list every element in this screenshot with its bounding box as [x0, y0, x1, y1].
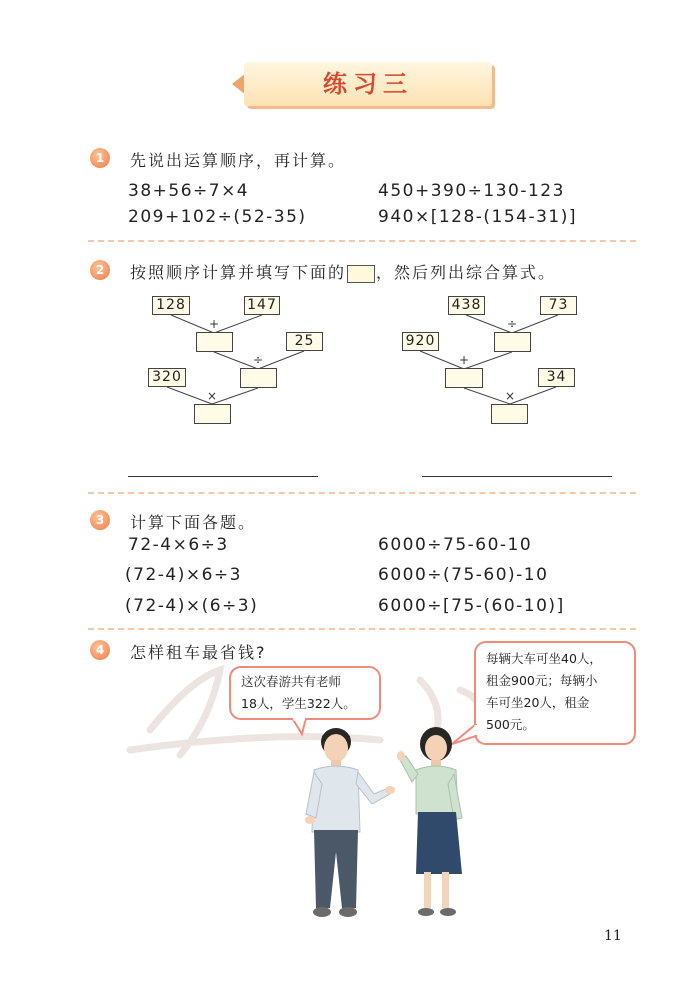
male-teacher-illustration-icon [296, 722, 396, 926]
q1-expression-3: 209+102÷(52-35) [128, 207, 307, 227]
question-3-prompt: 计算下面各题。 [130, 513, 257, 532]
tree1-blank-box[interactable] [196, 332, 233, 352]
bubble-right-line-4: 500元。 [486, 717, 535, 732]
q3-expression-4: 6000÷(75-60)-10 [378, 565, 549, 585]
question-1-badge: 1 [90, 148, 110, 168]
tree2-blank-box[interactable] [494, 332, 531, 352]
tree2-number-34: 34 [538, 368, 575, 387]
tree1-number-320: 320 [148, 368, 186, 387]
female-teacher-illustration-icon [392, 722, 472, 926]
section-divider [88, 628, 636, 630]
tree1-operator-plus: + [208, 317, 220, 331]
question-4-prompt: 怎样租车最省钱? [130, 643, 267, 662]
answer-line-1[interactable] [128, 476, 318, 477]
tree1-operator-divide: ÷ [252, 353, 264, 367]
question-2-prompt-start: 按照顺序计算并填写下面的 [130, 263, 347, 282]
bubble-right-line-3: 车可坐20人，租金 [486, 695, 590, 710]
tree1-number-128: 128 [152, 296, 190, 315]
tree2-operator-divide: ÷ [506, 317, 518, 331]
page-number: 11 [604, 928, 622, 944]
tree1-number-25: 25 [286, 332, 323, 351]
bubble-right-line-1: 每辆大车可坐40人， [486, 651, 602, 666]
speech-bubble-teacher-female [474, 641, 636, 745]
q3-expression-2: 6000÷75-60-10 [378, 535, 533, 555]
question-2-badge: 2 [90, 260, 110, 280]
q1-expression-1: 38+56÷7×4 [128, 181, 250, 201]
tree2-operator-multiply: × [504, 389, 516, 403]
question-4-badge: 4 [90, 640, 110, 660]
tree1-blank-box[interactable] [240, 368, 277, 388]
tree2-number-438: 438 [448, 296, 485, 315]
bubble-left-line-2: 18人，学生322人。 [241, 696, 356, 711]
q1-expression-2: 450+390÷130-123 [378, 181, 565, 201]
question-1-prompt: 先说出运算顺序，再计算。 [130, 151, 347, 170]
q3-expression-5: (72-4)×(6÷3) [125, 596, 259, 616]
q3-expression-6: 6000÷[75-(60-10)] [378, 596, 565, 616]
q3-expression-1: 72-4×6÷3 [128, 535, 229, 555]
tree2-blank-box[interactable] [445, 368, 483, 388]
tree1-result-box[interactable] [194, 404, 231, 424]
tree1-number-147: 147 [244, 296, 280, 315]
tree2-number-920: 920 [402, 332, 439, 351]
tree2-operator-plus: + [458, 353, 470, 367]
tree1-operator-multiply: × [206, 389, 218, 403]
section-divider [88, 492, 636, 494]
bubble-right-line-2: 租金900元；每辆小 [486, 673, 598, 688]
question-3-badge: 3 [90, 510, 110, 530]
page-title: 练习三 [323, 70, 413, 98]
q1-expression-4: 940×[128-(154-31)] [378, 207, 578, 227]
tree2-number-73: 73 [540, 296, 577, 315]
bubble-left-line-1: 这次春游共有老师 [241, 674, 342, 689]
answer-line-2[interactable] [422, 476, 612, 477]
speech-bubble-teacher-male [229, 666, 381, 720]
tree2-result-box[interactable] [491, 404, 528, 424]
question-2-prompt-end: ，然后列出综合算式。 [376, 263, 557, 282]
q3-expression-3: (72-4)×6÷3 [125, 565, 242, 585]
